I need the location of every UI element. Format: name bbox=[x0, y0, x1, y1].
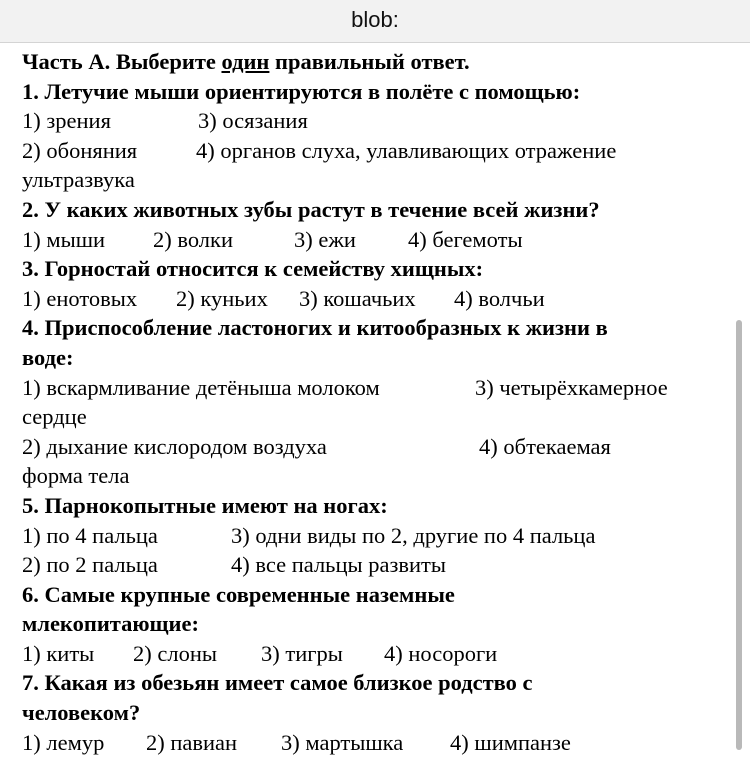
question-2: 2. У каких животных зубы растут в течение всей жизни? bbox=[22, 196, 600, 222]
question-2-options bbox=[22, 225, 737, 255]
option: 3) тигры bbox=[261, 640, 343, 666]
option: 2) обоняния bbox=[22, 137, 138, 163]
question-1-options-row-3: ультразвука bbox=[22, 167, 135, 193]
option: 3) осязания bbox=[198, 108, 308, 134]
window-title: blob: bbox=[0, 0, 750, 43]
option: 4) органов слуха, улавливающих отражение bbox=[196, 137, 617, 163]
question-4-line-2: воде: bbox=[22, 344, 74, 370]
option: 1) по 4 пальца bbox=[22, 522, 158, 548]
question-7-line-2: человеком? bbox=[22, 700, 141, 726]
option: 2) дыхание кислородом воздуха bbox=[22, 433, 327, 459]
question-4-options-row-2: сердце bbox=[22, 404, 87, 430]
question-6-line-2: млекопитающие: bbox=[22, 611, 199, 637]
document-body bbox=[22, 47, 737, 757]
question-7-options bbox=[22, 728, 737, 757]
option: 2) волки bbox=[153, 226, 233, 252]
option: 1) енотовых bbox=[22, 285, 138, 311]
option: 2) по 2 пальца bbox=[22, 552, 158, 578]
question-3: 3. Горностай относится к семейству хищных: bbox=[22, 256, 484, 282]
question-1: 1. Летучие мыши ориентируются в полёте с помощью: bbox=[22, 78, 581, 104]
option: 1) мыши bbox=[22, 226, 106, 252]
question-4-options-row-3 bbox=[22, 432, 737, 462]
option: 4) все пальцы развиты bbox=[231, 552, 446, 578]
vertical-scrollbar[interactable] bbox=[736, 320, 742, 750]
question-4-options-row-1 bbox=[22, 373, 737, 403]
part-header-underlined: один bbox=[221, 49, 270, 74]
question-5-options-row-2 bbox=[22, 550, 737, 580]
question-5-options-row-1 bbox=[22, 521, 737, 551]
option: 2) слоны bbox=[133, 640, 217, 666]
question-5: 5. Парнокопытные имеют на ногах: bbox=[22, 492, 388, 518]
option: 3) одни виды по 2, другие по 4 пальца bbox=[231, 522, 596, 548]
question-1-options-row-1 bbox=[22, 106, 737, 136]
option: 1) зрения bbox=[22, 108, 111, 134]
option: 3) мартышка bbox=[281, 729, 404, 755]
option: 1) вскармливание детёныша молоком bbox=[22, 374, 380, 400]
option: 3) ежи bbox=[294, 226, 356, 252]
question-3-options bbox=[22, 284, 737, 314]
part-header-text-end: правильный ответ. bbox=[269, 49, 470, 74]
option: 3) кошачьих bbox=[299, 285, 416, 311]
option: 2) павиан bbox=[146, 729, 238, 755]
option: 4) волчьи bbox=[454, 285, 545, 311]
question-4-line-1: 4. Приспособление ластоногих и китообразных к жизни в bbox=[22, 315, 608, 341]
option: 4) бегемоты bbox=[408, 226, 523, 252]
question-6-line-1: 6. Самые крупные современные наземные bbox=[22, 581, 455, 607]
option: 1) лемур bbox=[22, 729, 105, 755]
question-6-options bbox=[22, 639, 737, 669]
option: 1) киты bbox=[22, 640, 95, 666]
option: 3) четырёхкамерное bbox=[475, 374, 668, 400]
question-1-options-row-2 bbox=[22, 136, 737, 166]
option: 4) носороги bbox=[384, 640, 498, 666]
question-4-options-row-4: форма тела bbox=[22, 463, 130, 489]
part-header bbox=[22, 47, 737, 77]
part-header-text: Часть А. Выберите bbox=[22, 49, 222, 74]
option: 2) куньих bbox=[176, 285, 268, 311]
option: 4) шимпанзе bbox=[450, 729, 571, 755]
question-7-line-1: 7. Какая из обезьян имеет самое близкое родство с bbox=[22, 670, 533, 696]
option: 4) обтекаемая bbox=[479, 433, 611, 459]
